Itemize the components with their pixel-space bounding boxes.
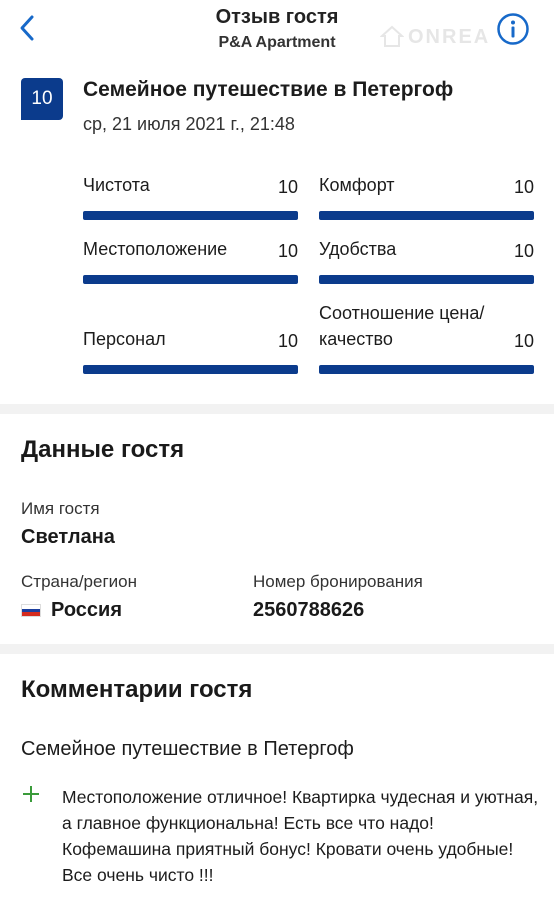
category-bar [83, 365, 298, 374]
category-label: Местоположение [83, 239, 228, 259]
score-badge: 10 [21, 78, 63, 120]
category-bar [83, 275, 298, 284]
review-date: ср, 21 июля 2021 г., 21:48 [83, 114, 295, 134]
category-value: 10 [277, 331, 298, 351]
category-value: 10 [277, 241, 298, 261]
category-bar [319, 211, 534, 220]
category-value: 10 [277, 177, 298, 197]
category-label: Чистота [83, 175, 150, 195]
top-bar [0, 0, 554, 62]
info-button[interactable] [496, 12, 530, 46]
positive-comment: Местоположение отличное! Квартирка чудесная и уютная, а главное функциональна! Есть все что надо! Кофемашина приятный бонус! Кровати очень удобные! Все очень чисто !!! [62, 787, 539, 885]
category-value: 10 [513, 177, 534, 197]
category-label: Удобства [319, 239, 397, 259]
category-bar [83, 211, 298, 220]
booking-number: 2560788626 [253, 599, 365, 621]
country-label: Страна/регион [21, 572, 137, 591]
section-divider [0, 404, 554, 414]
russia-flag-icon [21, 604, 41, 617]
country-value [21, 599, 122, 622]
category-bar [319, 275, 534, 284]
category-value-for-money [319, 300, 534, 374]
category-bar [319, 365, 534, 374]
review-title: Семейное путешествие в Петергоф [83, 78, 454, 101]
watermark-logo: ONREA [380, 20, 520, 54]
country-name: Россия [51, 599, 123, 621]
comments-section-title: Комментарии гостя [21, 676, 253, 703]
comment-title: Семейное путешествие в Петергоф [21, 738, 354, 760]
category-value: 10 [513, 331, 534, 351]
property-name: P&A Apartment [218, 34, 336, 51]
info-circle-icon [496, 12, 530, 46]
category-facilities [319, 234, 534, 284]
category-value: 10 [513, 241, 534, 261]
category-label: Комфорт [319, 175, 395, 195]
category-label: Соотношение цена/качество [319, 303, 485, 349]
category-staff [83, 324, 298, 374]
guest-section-title: Данные гостя [21, 436, 185, 463]
plus-icon [21, 784, 41, 804]
category-comfort [319, 170, 534, 220]
category-location [83, 234, 298, 284]
category-cleanliness [83, 170, 298, 220]
guest-name: Светлана [21, 526, 115, 548]
section-divider [0, 644, 554, 654]
guest-name-label: Имя гостя [21, 499, 100, 518]
page-title: Отзыв гостя [215, 6, 339, 28]
category-label: Персонал [83, 329, 166, 349]
booking-number-label: Номер бронирования [253, 572, 423, 591]
